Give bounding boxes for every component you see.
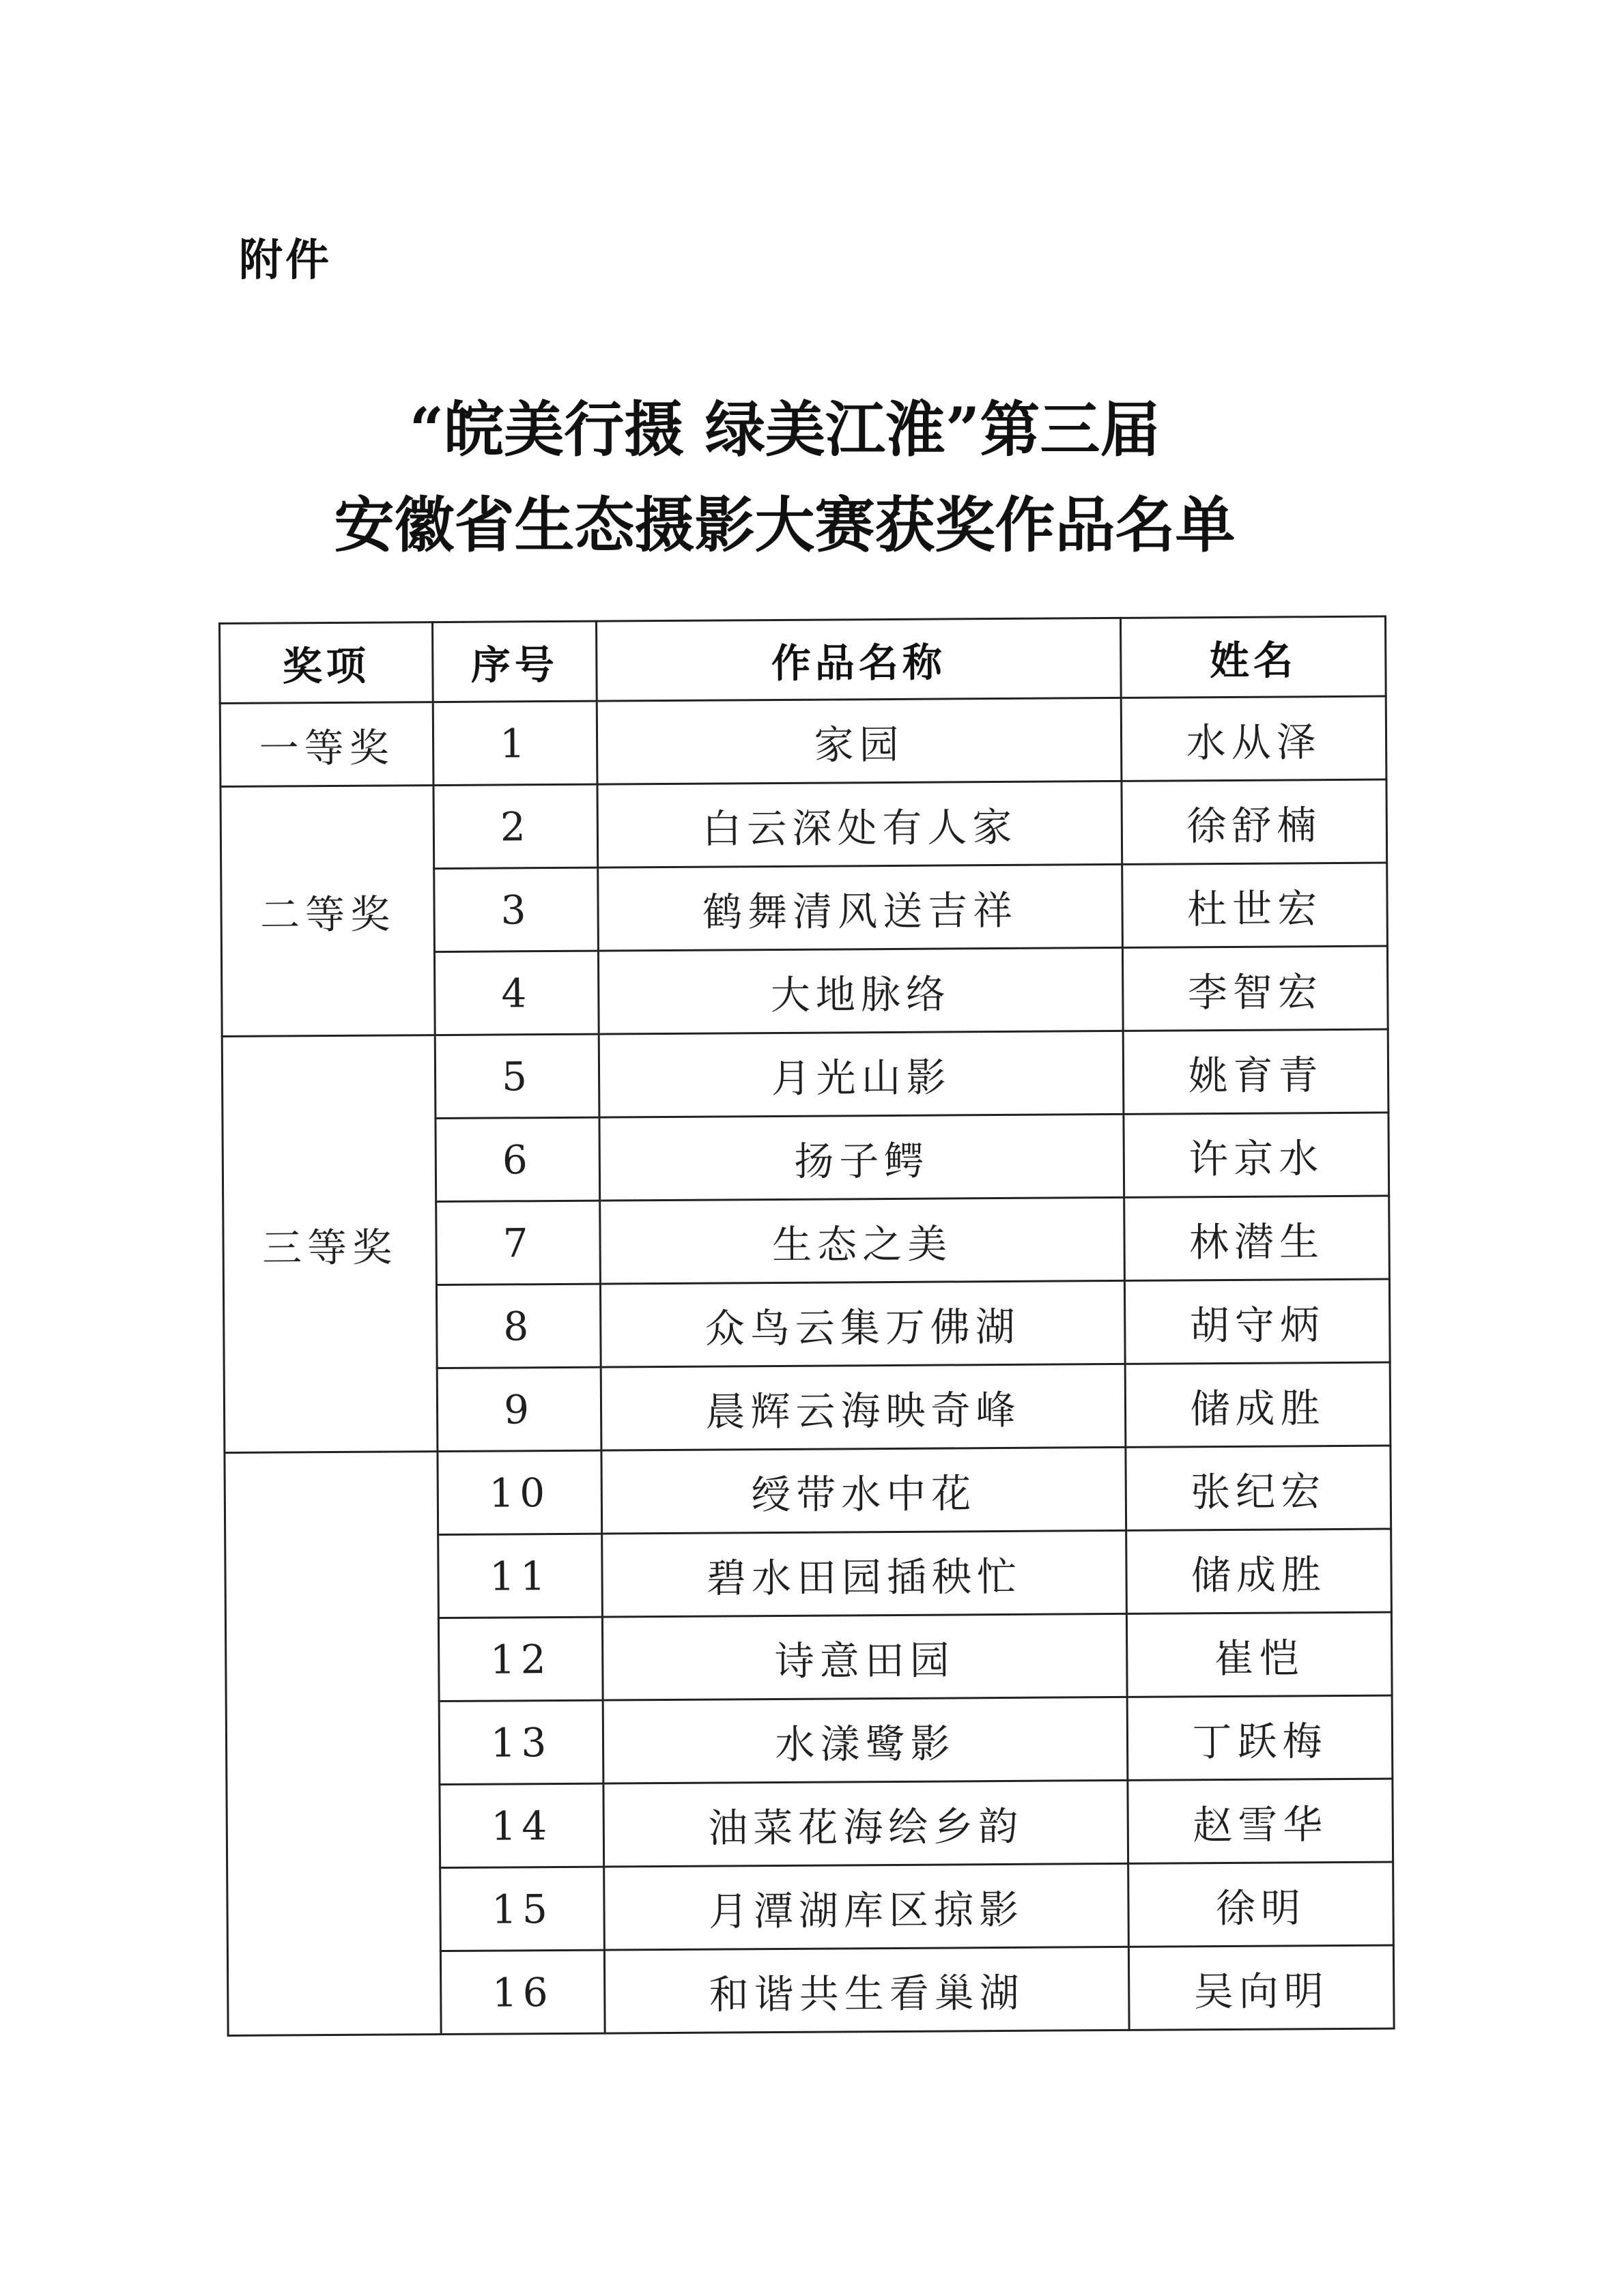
row-work: 和谐共生看巢湖 — [604, 1947, 1129, 2033]
row-name: 丁跃梅 — [1127, 1695, 1393, 1780]
header-name: 姓名 — [1120, 616, 1386, 698]
row-num: 14 — [440, 1783, 604, 1867]
row-name: 张纪宏 — [1126, 1446, 1391, 1530]
row-work: 月光山影 — [599, 1031, 1124, 1117]
row-num: 1 — [433, 701, 597, 785]
table-header-row — [220, 616, 1386, 703]
row-name: 储成胜 — [1125, 1362, 1391, 1447]
row-name: 吴向明 — [1128, 1945, 1394, 2030]
awards-table — [218, 616, 1395, 2037]
row-work: 晨辉云海映奇峰 — [601, 1364, 1126, 1450]
award-cell: 二等奖 — [220, 786, 435, 1037]
row-num: 5 — [435, 1034, 599, 1118]
row-work: 鹤舞清风送吉祥 — [598, 864, 1123, 951]
row-work: 碧水田园插秧忙 — [602, 1530, 1127, 1617]
row-num: 9 — [437, 1367, 601, 1451]
row-work: 大地脉络 — [598, 947, 1123, 1034]
row-num: 7 — [436, 1201, 601, 1285]
row-name: 水从泽 — [1121, 696, 1386, 781]
row-work: 油菜花海绘乡韵 — [603, 1780, 1128, 1867]
header-award: 奖项 — [220, 622, 433, 704]
row-name: 李智宏 — [1122, 946, 1388, 1031]
row-num: 13 — [439, 1700, 603, 1784]
row-work: 月潭湖库区掠影 — [604, 1863, 1129, 1950]
header-num: 序号 — [433, 621, 597, 702]
row-name: 徐舒楠 — [1122, 779, 1387, 864]
attachment-label: 附件 — [239, 235, 332, 286]
row-work: 白云深处有人家 — [597, 781, 1122, 867]
row-num: 8 — [436, 1284, 601, 1368]
row-name: 徐明 — [1128, 1862, 1394, 1947]
row-work: 诗意田园 — [602, 1613, 1127, 1700]
title-line-1: “皖美行摄 绿美江淮”第三届 — [409, 394, 1160, 465]
row-work: 众鸟云集万佛湖 — [600, 1280, 1125, 1367]
row-work: 绶带水中花 — [601, 1447, 1126, 1534]
row-name: 赵雪华 — [1128, 1779, 1393, 1863]
award-cell — [225, 1452, 441, 2036]
row-num: 4 — [434, 951, 599, 1035]
row-work: 扬子鳄 — [599, 1114, 1124, 1201]
award-cell: 三等奖 — [222, 1035, 438, 1453]
row-num: 2 — [433, 784, 598, 868]
row-work: 家园 — [597, 698, 1122, 784]
row-name: 姚育青 — [1123, 1029, 1388, 1114]
row-work: 生态之美 — [600, 1197, 1125, 1284]
table-row — [225, 1446, 1391, 1536]
row-num: 10 — [438, 1450, 602, 1534]
row-name: 许京水 — [1124, 1113, 1389, 1197]
row-work: 水漾鹭影 — [603, 1697, 1128, 1783]
row-num: 12 — [438, 1617, 603, 1701]
row-name: 储成胜 — [1126, 1529, 1392, 1613]
title-line-2: 安徽省生态摄影大赛获奖作品名单 — [334, 489, 1236, 560]
row-name: 杜世宏 — [1122, 863, 1388, 947]
row-name: 崔恺 — [1126, 1612, 1392, 1697]
table-row — [220, 779, 1387, 870]
row-num: 3 — [434, 867, 599, 951]
header-work: 作品名称 — [596, 618, 1121, 701]
row-name: 林潜生 — [1124, 1196, 1390, 1280]
table-row — [220, 696, 1386, 786]
row-num: 16 — [440, 1950, 605, 2034]
row-name: 胡守炳 — [1124, 1279, 1390, 1364]
table-row — [222, 1029, 1388, 1119]
award-cell: 一等奖 — [220, 702, 433, 787]
row-num: 15 — [440, 1867, 605, 1951]
row-num: 6 — [436, 1117, 600, 1201]
row-num: 11 — [438, 1534, 603, 1618]
